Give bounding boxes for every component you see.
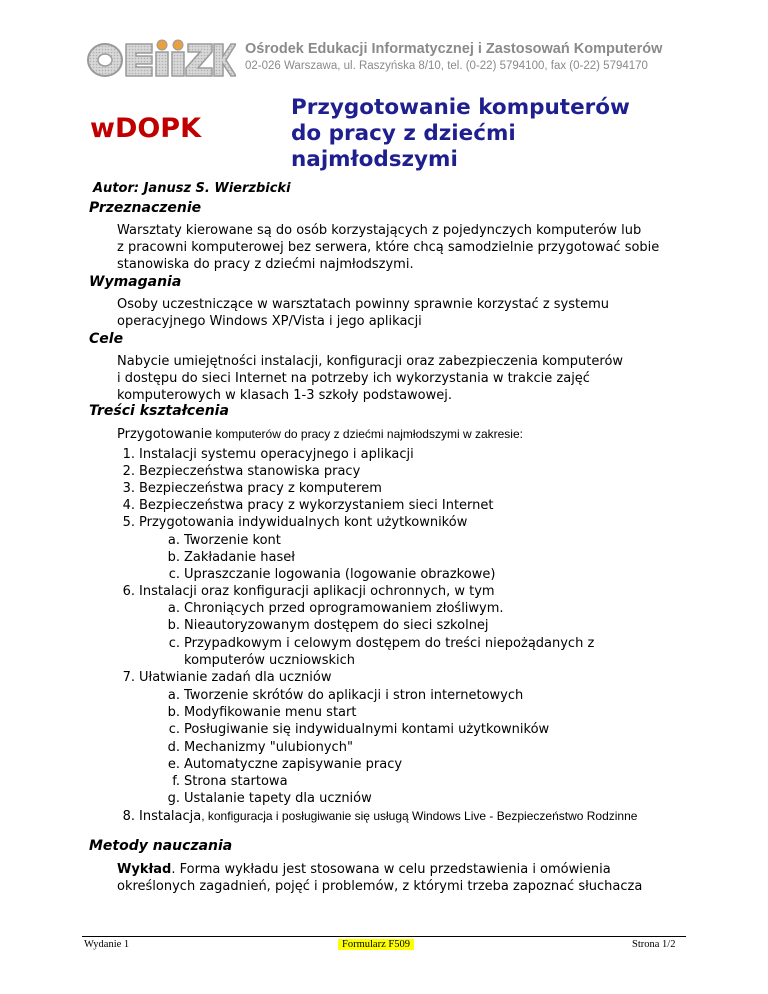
list-subitem-continuation bbox=[184, 652, 355, 669]
section-heading-content: Treści kształcenia bbox=[89, 403, 229, 419]
list-letter: a. bbox=[167, 688, 180, 703]
list-subitem bbox=[167, 756, 403, 773]
list-item-text: Przypadkowym i celowym dostępem do treści niepożądanych z bbox=[184, 636, 595, 651]
list-item bbox=[122, 446, 414, 463]
list-item-text: Instalacji oraz konfiguracji aplikacji ochronnych, w tym bbox=[139, 584, 495, 599]
text-line: określonych zagadnień, pojęć i problemów, z którymi trzeba zapoznać słuchacza bbox=[117, 879, 643, 894]
list-item-text: Ustalanie tapety dla uczniów bbox=[184, 791, 372, 806]
list-number: 4. bbox=[122, 498, 135, 513]
list-item bbox=[122, 583, 495, 600]
course-title-line: Przygotowanie komputerów bbox=[291, 95, 630, 120]
text-line: z pracowni komputerowej bez serwera, które chcą samodzielnie przygotować sobie bbox=[117, 240, 660, 255]
list-item bbox=[122, 514, 468, 531]
list-subitem bbox=[167, 600, 504, 617]
section-heading-methods: Metody nauczania bbox=[89, 838, 233, 854]
list-letter: c. bbox=[168, 722, 180, 737]
list-item bbox=[122, 808, 638, 825]
list-item-text: Upraszczanie logowania (logowanie obrazkowe) bbox=[184, 567, 496, 582]
list-item-text: Posługiwanie się indywidualnymi kontami użytkowników bbox=[184, 722, 550, 737]
list-item-text: Automatyczne zapisywanie pracy bbox=[184, 757, 403, 772]
organization-name: Ośrodek Edukacji Informatycznej i Zastosowań Komputerów bbox=[245, 41, 663, 57]
text-line: stanowiska do pracy z dziećmi najmłodszymi. bbox=[117, 257, 414, 272]
section-purpose-text bbox=[117, 222, 667, 273]
text-line: komputerowych w klasach 1-3 szkoły podstawowej. bbox=[117, 388, 453, 403]
list-letter: b. bbox=[167, 705, 180, 720]
list-item-text: Instalacji systemu operacyjnego i aplikacji bbox=[139, 447, 414, 462]
list-number: 7. bbox=[122, 670, 135, 685]
list-subitem bbox=[167, 790, 372, 807]
text-line: Nabycie umiejętności instalacji, konfiguracji oraz zabezpieczenia komputerów bbox=[117, 354, 624, 369]
list-letter: g. bbox=[167, 791, 180, 806]
list-item-lead: Instalacja bbox=[139, 809, 202, 824]
list-number: 6. bbox=[122, 584, 135, 599]
course-title-line: najmłodszymi bbox=[291, 147, 458, 172]
course-code: wDOPK bbox=[90, 113, 202, 144]
list-item bbox=[122, 463, 361, 480]
list-subitem bbox=[172, 773, 288, 790]
section-goals-text bbox=[117, 353, 667, 404]
section-heading-purpose: Przeznaczenie bbox=[89, 200, 202, 216]
footer-edition: Wydanie 1 bbox=[84, 939, 130, 950]
list-item bbox=[122, 480, 382, 497]
footer-rule bbox=[82, 936, 686, 937]
section-methods-text bbox=[117, 861, 667, 895]
list-item-text: Bezpieczeństwa pracy z wykorzystaniem sieci Internet bbox=[139, 498, 494, 513]
list-number: 8. bbox=[122, 809, 135, 824]
list-letter: b. bbox=[167, 618, 180, 633]
list-item-text: Tworzenie kont bbox=[184, 533, 281, 548]
list-item-text: Chroniących przed oprogramowaniem złośliwym. bbox=[184, 601, 504, 616]
list-letter: b. bbox=[167, 550, 180, 565]
text-line: Osoby uczestniczące w warsztatach powinny sprawnie korzystać z systemu bbox=[117, 297, 610, 312]
list-item-text: Bezpieczeństwa pracy z komputerem bbox=[139, 481, 382, 496]
oeiizk-logo bbox=[86, 36, 236, 82]
section-heading-requirements: Wymagania bbox=[89, 274, 182, 290]
text-span: . Forma wykładu jest stosowana w celu przedstawienia i omówienia bbox=[171, 862, 611, 877]
list-item-text: Tworzenie skrótów do aplikacji i stron internetowych bbox=[184, 688, 524, 703]
list-number: 3. bbox=[122, 481, 135, 496]
list-subitem bbox=[167, 739, 353, 756]
list-item-text: Strona startowa bbox=[184, 774, 288, 789]
list-subitem bbox=[168, 566, 496, 583]
author: Autor: Janusz S. Wierzbicki bbox=[93, 181, 291, 196]
list-letter: a. bbox=[167, 533, 180, 548]
list-letter: d. bbox=[167, 740, 180, 755]
content-intro bbox=[117, 426, 667, 443]
course-title-line: do pracy z dziećmi bbox=[291, 121, 516, 146]
list-subitem bbox=[167, 617, 489, 634]
header bbox=[86, 36, 686, 82]
list-item bbox=[122, 497, 494, 514]
list-letter: f. bbox=[172, 774, 180, 789]
list-item-text: , konfiguracja i posługiwanie się usługą Windows Live - Bezpieczeństwo Rodzinne bbox=[201, 809, 638, 823]
list-subitem bbox=[167, 549, 295, 566]
organization-address: 02-026 Warszawa, ul. Raszyńska 8/10, tel. (0-22) 5794100, fax (0-22) 5794170 bbox=[245, 60, 648, 72]
list-number: 1. bbox=[122, 447, 135, 462]
section-heading-goals: Cele bbox=[89, 331, 124, 347]
list-subitem bbox=[167, 704, 357, 721]
list-subitem bbox=[168, 721, 550, 738]
course-title bbox=[291, 95, 691, 173]
text-line: operacyjnego Windows XP/Vista i jego aplikacji bbox=[117, 314, 422, 329]
section-requirements-text bbox=[117, 296, 667, 330]
text-line: i dostępu do sieci Internet na potrzeby ich wykorzystania w trakcie zajęć bbox=[117, 371, 590, 386]
list-item-text: komputerów uczniowskich bbox=[184, 653, 355, 668]
list-letter: c. bbox=[168, 636, 180, 651]
footer-form-label: Formularz F509 bbox=[338, 939, 414, 950]
list-letter: c. bbox=[168, 567, 180, 582]
bold-lead: Wykład bbox=[117, 862, 172, 877]
list-subitem bbox=[167, 532, 281, 549]
list-letter: e. bbox=[167, 757, 180, 772]
list-item-text: Bezpieczeństwa stanowiska pracy bbox=[139, 464, 361, 479]
footer-form bbox=[338, 939, 414, 950]
list-number: 2. bbox=[122, 464, 135, 479]
text-line bbox=[117, 861, 667, 878]
list-letter: a. bbox=[167, 601, 180, 616]
list-item bbox=[122, 669, 332, 686]
list-subitem bbox=[168, 635, 595, 652]
list-item-text: Zakładanie haseł bbox=[184, 550, 295, 565]
list-item-text: Nieautoryzowanym dostępem do sieci szkolnej bbox=[184, 618, 489, 633]
list-subitem bbox=[167, 687, 524, 704]
text-line: Warsztaty kierowane są do osób korzystających z pojedynczych komputerów lub bbox=[117, 223, 642, 238]
list-item-text: Mechanizmy "ulubionych" bbox=[184, 740, 353, 755]
content-intro-rest: komputerów do pracy z dziećmi najmłodszymi w zakresie: bbox=[212, 427, 523, 441]
content-intro-lead: Przygotowanie bbox=[117, 427, 213, 442]
list-item-text: Ułatwianie zadań dla uczniów bbox=[139, 670, 332, 685]
list-item-text: Przygotowania indywidualnych kont użytkowników bbox=[139, 515, 468, 530]
list-number: 5. bbox=[122, 515, 135, 530]
list-item-text: Modyfikowanie menu start bbox=[184, 705, 357, 720]
footer-page: Strona 1/2 bbox=[632, 939, 676, 950]
